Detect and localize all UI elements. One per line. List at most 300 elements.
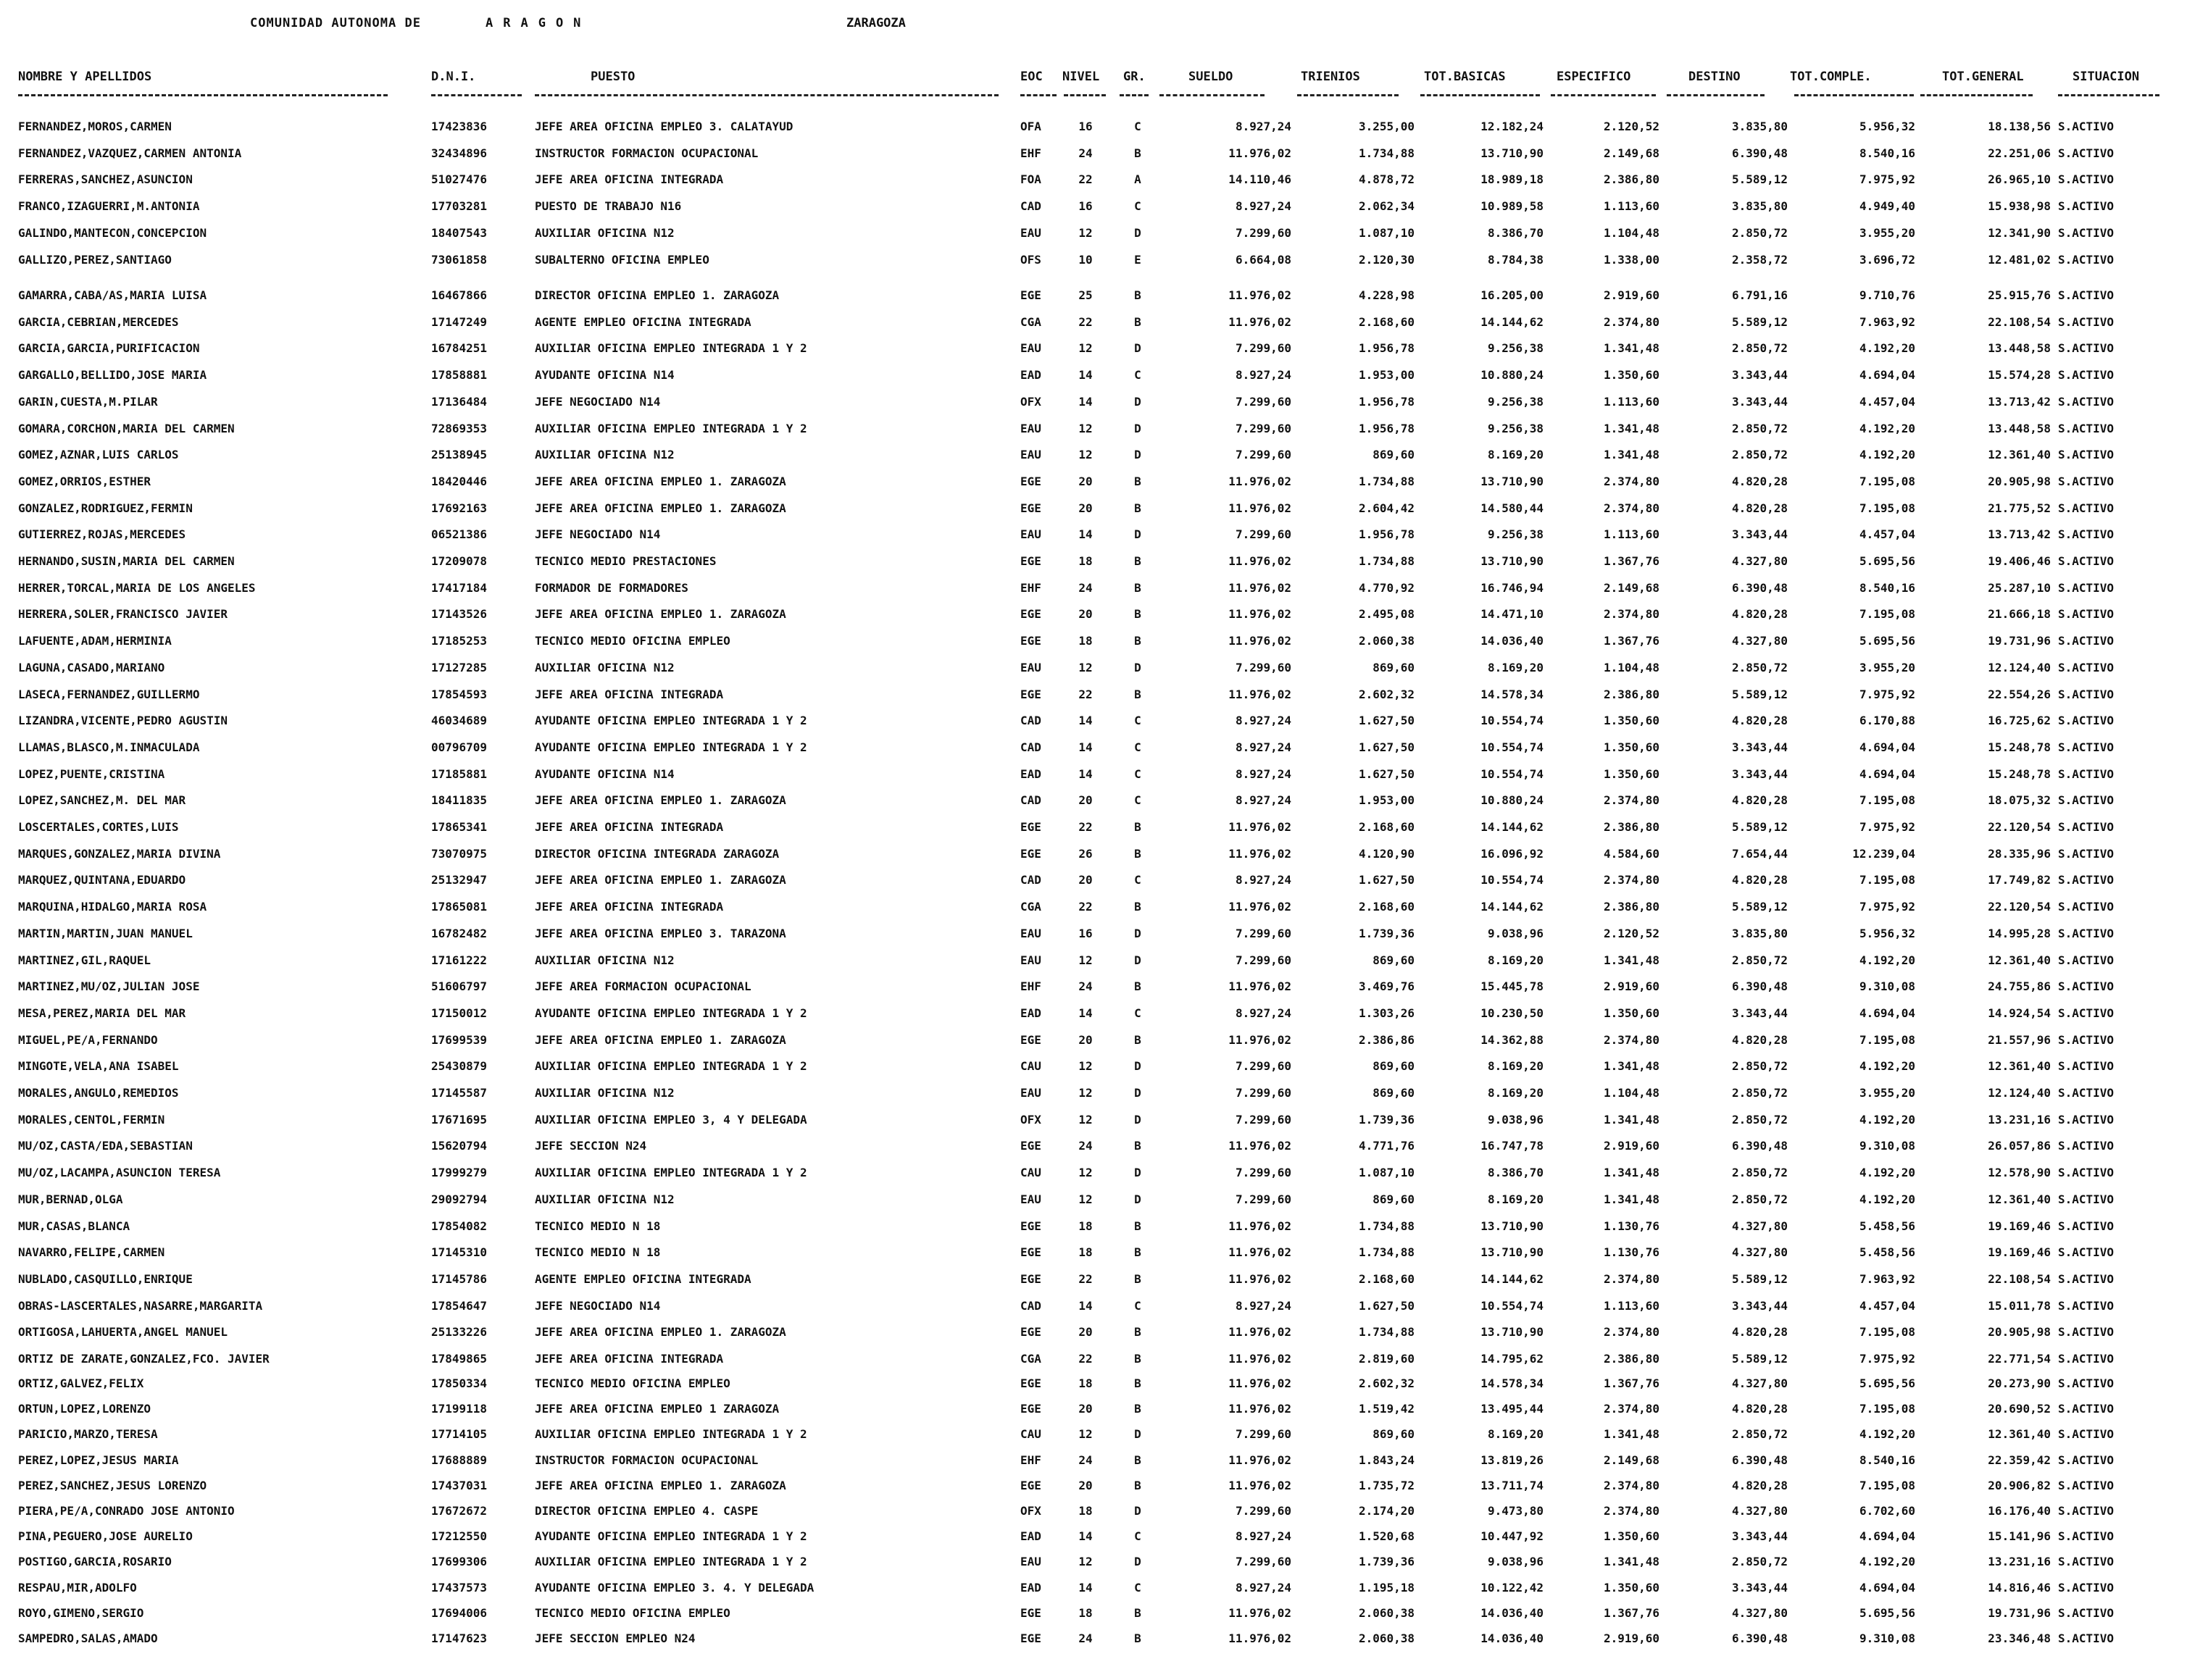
cell-sueldo: 8.927,24 [1235, 199, 1291, 214]
header-rule [1667, 94, 1765, 96]
table-row [0, 1600, 2187, 1626]
table-row [0, 1371, 2187, 1397]
cell-especifico: 1.367,76 [1603, 554, 1659, 568]
cell-trienios: 1.739,36 [1358, 926, 1415, 940]
cell-gr: D [1134, 1166, 1141, 1180]
cell-dni: 25138945 [431, 448, 488, 462]
cell-name: MARTINEZ,MU/OZ,JULIAN JOSE [18, 979, 200, 994]
table-row [0, 1240, 2187, 1266]
cell-eoc: EHF [1020, 979, 1041, 994]
cell-destino: 3.343,44 [1731, 740, 1788, 754]
cell-totbasicas: 8.169,20 [1487, 953, 1544, 967]
cell-sueldo: 11.976,02 [1228, 1376, 1291, 1390]
cell-situacion: S.ACTIVO [2058, 1006, 2115, 1020]
cell-puesto: JEFE AREA OFICINA EMPLEO 3. CALATAYUD [535, 120, 793, 133]
cell-eoc: EGE [1020, 1325, 1041, 1340]
cell-totbasicas: 9.038,96 [1487, 1112, 1544, 1127]
cell-dni: 17672672 [431, 1504, 488, 1518]
cell-especifico: 1.367,76 [1603, 634, 1659, 648]
cell-especifico: 2.374,80 [1603, 1478, 1659, 1492]
cell-situacion: S.ACTIVO [2058, 1032, 2115, 1047]
cell-gr: C [1134, 1529, 1141, 1544]
cell-destino: 2.850,72 [1731, 1112, 1788, 1127]
cell-trienios: 2.060,38 [1358, 1605, 1415, 1620]
cell-especifico: 1.350,60 [1603, 368, 1659, 383]
cell-sueldo: 8.927,24 [1235, 766, 1291, 781]
header-rule [1120, 94, 1149, 96]
cell-situacion: S.ACTIVO [2058, 900, 2115, 914]
cell-sueldo: 8.927,24 [1235, 120, 1291, 133]
cell-especifico: 1.341,48 [1603, 1192, 1659, 1206]
cell-totgeneral: 12.578,90 [1988, 1166, 2051, 1180]
cell-totcomple: 4.694,04 [1859, 1529, 1915, 1544]
cell-totbasicas: 16.746,94 [1480, 580, 1544, 595]
cell-especifico: 2.149,68 [1603, 580, 1659, 595]
cell-sueldo: 11.976,02 [1228, 1139, 1291, 1153]
cell-dni: 17671695 [431, 1112, 488, 1127]
cell-eoc: EGE [1020, 1478, 1041, 1492]
cell-situacion: S.ACTIVO [2058, 1192, 2115, 1206]
cell-trienios: 1.956,78 [1358, 394, 1415, 409]
cell-especifico: 1.350,60 [1603, 740, 1659, 754]
cell-nivel: 20 [1078, 1032, 1093, 1047]
cell-situacion: S.ACTIVO [2058, 1325, 2115, 1340]
cell-sueldo: 8.927,24 [1235, 714, 1291, 728]
cell-puesto: AUXILIAR OFICINA N12 [535, 225, 675, 240]
cell-nivel: 12 [1078, 1166, 1093, 1180]
cell-eoc: EGE [1020, 634, 1041, 648]
cell-puesto: JEFE SECCION N24 [535, 1139, 647, 1153]
cell-totgeneral: 15.248,78 [1988, 766, 2051, 781]
cell-dni: 18411835 [431, 793, 488, 808]
cell-trienios: 1.843,24 [1358, 1453, 1415, 1467]
cell-puesto: JEFE AREA OFICINA EMPLEO 1. ZARAGOZA [535, 607, 786, 622]
cell-gr: C [1134, 793, 1141, 808]
cell-gr: C [1134, 714, 1141, 728]
cell-destino: 3.835,80 [1731, 926, 1788, 940]
cell-name: PIERA,PE/A,CONRADO JOSE ANTONIO [18, 1504, 235, 1518]
cell-totbasicas: 16.096,92 [1480, 846, 1544, 861]
table-row [0, 442, 2187, 468]
cell-totbasicas: 8.169,20 [1487, 448, 1544, 462]
table-row [0, 141, 2187, 167]
cell-totbasicas: 14.144,62 [1480, 820, 1544, 834]
cell-totgeneral: 14.924,54 [1988, 1006, 2051, 1020]
cell-eoc: EAU [1020, 421, 1041, 435]
cell-dni: 17865081 [431, 900, 488, 914]
cell-name: ROYO,GIMENO,SERGIO [18, 1605, 144, 1620]
cell-eoc: EGE [1020, 554, 1041, 568]
cell-sueldo: 8.927,24 [1235, 873, 1291, 887]
cell-dni: 18407543 [431, 225, 488, 240]
table-row [0, 1133, 2187, 1159]
cell-nivel: 12 [1078, 1192, 1093, 1206]
cell-situacion: S.ACTIVO [2058, 580, 2115, 595]
cell-totgeneral: 15.574,28 [1988, 368, 2051, 383]
cell-totbasicas: 9.256,38 [1487, 341, 1544, 356]
cell-totgeneral: 14.995,28 [1988, 926, 2051, 940]
cell-totbasicas: 9.256,38 [1487, 421, 1544, 435]
cell-sueldo: 11.976,02 [1228, 314, 1291, 329]
cell-situacion: S.ACTIVO [2058, 1271, 2115, 1286]
cell-destino: 3.343,44 [1731, 527, 1788, 542]
cell-situacion: S.ACTIVO [2058, 1352, 2115, 1366]
cell-gr: C [1134, 199, 1141, 214]
cell-dni: 17703281 [431, 199, 488, 214]
cell-destino: 5.589,12 [1731, 172, 1788, 187]
column-header-nivel: NIVEL [1062, 70, 1100, 84]
cell-sueldo: 8.927,24 [1235, 1580, 1291, 1595]
cell-trienios: 2.602,32 [1358, 687, 1415, 701]
cell-totgeneral: 22.554,26 [1988, 687, 2051, 701]
cell-eoc: EHF [1020, 1453, 1041, 1467]
cell-puesto: DIRECTOR OFICINA INTEGRADA ZARAGOZA [535, 846, 780, 861]
cell-totgeneral: 18.075,32 [1988, 793, 2051, 808]
cell-destino: 2.850,72 [1731, 1166, 1788, 1180]
cell-especifico: 1.341,48 [1603, 953, 1659, 967]
cell-destino: 5.589,12 [1731, 900, 1788, 914]
cell-puesto: JEFE AREA OFICINA EMPLEO 1. ZARAGOZA [535, 793, 786, 808]
cell-totbasicas: 8.169,20 [1487, 1059, 1544, 1074]
cell-puesto: AYUDANTE OFICINA EMPLEO INTEGRADA 1 Y 2 [535, 714, 807, 728]
cell-trienios: 1.956,78 [1358, 421, 1415, 435]
cell-totcomple: 7.195,08 [1859, 1478, 1915, 1492]
cell-name: LLAMAS,BLASCO,M.INMACULADA [18, 740, 200, 754]
cell-totbasicas: 9.473,80 [1487, 1504, 1544, 1518]
cell-trienios: 869,60 [1372, 1192, 1415, 1206]
cell-gr: B [1134, 1631, 1141, 1645]
cell-dni: 17699539 [431, 1032, 488, 1047]
cell-situacion: S.ACTIVO [2058, 926, 2115, 940]
cell-puesto: INSTRUCTOR FORMACION OCUPACIONAL [535, 146, 759, 160]
cell-name: MARQUEZ,QUINTANA,EDUARDO [18, 873, 186, 887]
cell-gr: B [1134, 1376, 1141, 1390]
cell-gr: D [1134, 225, 1141, 240]
cell-especifico: 2.386,80 [1603, 820, 1659, 834]
cell-nivel: 18 [1078, 1504, 1093, 1518]
cell-destino: 5.589,12 [1731, 1271, 1788, 1286]
cell-destino: 3.835,80 [1731, 199, 1788, 214]
cell-especifico: 1.341,48 [1603, 448, 1659, 462]
cell-name: ORTIZ,GALVEZ,FELIX [18, 1376, 144, 1390]
cell-totbasicas: 13.819,26 [1480, 1453, 1544, 1467]
cell-nivel: 24 [1078, 146, 1093, 160]
cell-especifico: 2.374,80 [1603, 873, 1659, 887]
cell-dni: 17849865 [431, 1352, 488, 1366]
cell-nivel: 12 [1078, 953, 1093, 967]
cell-puesto: AYUDANTE OFICINA N14 [535, 766, 675, 781]
table-row [0, 496, 2187, 522]
cell-sueldo: 8.927,24 [1235, 740, 1291, 754]
cell-trienios: 869,60 [1372, 953, 1415, 967]
cell-totgeneral: 20.690,52 [1988, 1402, 2051, 1416]
cell-trienios: 2.168,60 [1358, 900, 1415, 914]
cell-puesto: PUESTO DE TRABAJO N16 [535, 199, 682, 214]
cell-nivel: 20 [1078, 1478, 1093, 1492]
cell-totcomple: 5.695,56 [1859, 634, 1915, 648]
cell-eoc: EGE [1020, 1139, 1041, 1153]
cell-eoc: EGE [1020, 1376, 1041, 1390]
cell-nivel: 20 [1078, 1402, 1093, 1416]
cell-gr: D [1134, 1192, 1141, 1206]
cell-destino: 4.820,28 [1731, 607, 1788, 622]
cell-dni: 17854593 [431, 687, 488, 701]
cell-situacion: S.ACTIVO [2058, 172, 2115, 187]
cell-sueldo: 7.299,60 [1235, 421, 1291, 435]
cell-dni: 25132947 [431, 873, 488, 887]
cell-totcomple: 7.963,92 [1859, 1271, 1915, 1286]
cell-totcomple: 4.457,04 [1859, 527, 1915, 542]
cell-destino: 2.850,72 [1731, 1555, 1788, 1569]
cell-puesto: JEFE AREA OFICINA INTEGRADA [535, 172, 724, 187]
cell-puesto: JEFE SECCION EMPLEO N24 [535, 1631, 696, 1645]
cell-situacion: S.ACTIVO [2058, 501, 2115, 515]
column-header-totcomple: TOT.COMPLE. [1790, 70, 1872, 84]
cell-gr: B [1134, 900, 1141, 914]
cell-dni: 73061858 [431, 252, 488, 267]
cell-gr: B [1134, 1478, 1141, 1492]
cell-sueldo: 14.110,46 [1228, 172, 1291, 187]
cell-nivel: 14 [1078, 527, 1093, 542]
cell-trienios: 869,60 [1372, 448, 1415, 462]
cell-especifico: 1.113,60 [1603, 527, 1659, 542]
cell-puesto: AUXILIAR OFICINA EMPLEO INTEGRADA 1 Y 2 [535, 341, 807, 356]
cell-destino: 6.390,48 [1731, 1631, 1788, 1645]
cell-nivel: 12 [1078, 341, 1093, 356]
cell-nivel: 22 [1078, 820, 1093, 834]
cell-especifico: 2.120,52 [1603, 120, 1659, 133]
cell-trienios: 4.771,76 [1358, 1139, 1415, 1153]
header-rule [1551, 94, 1656, 96]
cell-totgeneral: 21.557,96 [1988, 1032, 2051, 1047]
cell-sueldo: 11.976,02 [1228, 979, 1291, 994]
cell-gr: D [1134, 394, 1141, 409]
cell-situacion: S.ACTIVO [2058, 1427, 2115, 1442]
cell-nivel: 20 [1078, 474, 1093, 488]
cell-dni: 17143526 [431, 607, 488, 622]
cell-eoc: OFS [1020, 252, 1041, 267]
cell-trienios: 2.120,30 [1358, 252, 1415, 267]
cell-situacion: S.ACTIVO [2058, 766, 2115, 781]
cell-especifico: 2.374,80 [1603, 501, 1659, 515]
cell-destino: 6.390,48 [1731, 1139, 1788, 1153]
cell-name: MUR,CASAS,BLANCA [18, 1219, 130, 1233]
cell-totcomple: 7.975,92 [1859, 687, 1915, 701]
cell-nivel: 16 [1078, 199, 1093, 214]
cell-situacion: S.ACTIVO [2058, 1605, 2115, 1620]
cell-name: NAVARRO,FELIPE,CARMEN [18, 1245, 165, 1260]
cell-totbasicas: 10.122,42 [1480, 1580, 1544, 1595]
cell-totcomple: 4.694,04 [1859, 368, 1915, 383]
table-row [0, 283, 2187, 309]
cell-name: FRANCO,IZAGUERRI,M.ANTONIA [18, 199, 200, 214]
cell-especifico: 2.374,80 [1603, 1504, 1659, 1518]
cell-nivel: 12 [1078, 225, 1093, 240]
cell-totgeneral: 20.905,98 [1988, 474, 2051, 488]
cell-nivel: 16 [1078, 926, 1093, 940]
cell-totbasicas: 9.038,96 [1487, 1555, 1544, 1569]
cell-name: ORTUN,LOPEZ,LORENZO [18, 1402, 151, 1416]
cell-eoc: EAU [1020, 1555, 1041, 1569]
cell-sueldo: 7.299,60 [1235, 1166, 1291, 1180]
cell-dni: 17136484 [431, 394, 488, 409]
cell-totgeneral: 24.755,86 [1988, 979, 2051, 994]
table-row [0, 1266, 2187, 1292]
cell-dni: 16782482 [431, 926, 488, 940]
table-row [0, 1107, 2187, 1133]
cell-especifico: 1.350,60 [1603, 714, 1659, 728]
cell-gr: C [1134, 1298, 1141, 1313]
table-row [0, 1549, 2187, 1575]
cell-totgeneral: 16.176,40 [1988, 1504, 2051, 1518]
cell-totbasicas: 13.710,90 [1480, 1325, 1544, 1340]
cell-totbasicas: 13.710,90 [1480, 474, 1544, 488]
cell-totcomple: 7.975,92 [1859, 820, 1915, 834]
cell-trienios: 1.627,50 [1358, 740, 1415, 754]
cell-dni: 51027476 [431, 172, 488, 187]
cell-nivel: 12 [1078, 448, 1093, 462]
table-row [0, 1498, 2187, 1524]
cell-trienios: 2.604,42 [1358, 501, 1415, 515]
cell-sueldo: 11.976,02 [1228, 580, 1291, 595]
table-row [0, 114, 2187, 140]
cell-eoc: EGE [1020, 1402, 1041, 1416]
cell-totgeneral: 21.666,18 [1988, 607, 2051, 622]
table-row [0, 193, 2187, 220]
cell-trienios: 1.735,72 [1358, 1478, 1415, 1492]
table-row [0, 1053, 2187, 1079]
cell-trienios: 3.469,76 [1358, 979, 1415, 994]
cell-trienios: 2.060,38 [1358, 634, 1415, 648]
cell-totcomple: 4.192,20 [1859, 1166, 1915, 1180]
cell-eoc: OFX [1020, 1112, 1041, 1127]
cell-eoc: EGE [1020, 501, 1041, 515]
cell-nivel: 12 [1078, 1112, 1093, 1127]
cell-dni: 17147623 [431, 1631, 488, 1645]
cell-totgeneral: 12.361,40 [1988, 953, 2051, 967]
cell-puesto: JEFE AREA OFICINA INTEGRADA [535, 687, 724, 701]
cell-gr: D [1134, 660, 1141, 674]
cell-sueldo: 8.927,24 [1235, 368, 1291, 383]
cell-situacion: S.ACTIVO [2058, 1166, 2115, 1180]
cell-totcomple: 4.192,20 [1859, 341, 1915, 356]
cell-totgeneral: 13.448,58 [1988, 341, 2051, 356]
cell-destino: 4.327,80 [1731, 1605, 1788, 1620]
cell-eoc: OFX [1020, 1504, 1041, 1518]
cell-eoc: EGE [1020, 820, 1041, 834]
cell-especifico: 1.367,76 [1603, 1376, 1659, 1390]
cell-totcomple: 4.694,04 [1859, 1006, 1915, 1020]
table-row [0, 761, 2187, 787]
cell-totcomple: 6.702,60 [1859, 1504, 1915, 1518]
cell-gr: D [1134, 448, 1141, 462]
cell-totgeneral: 12.361,40 [1988, 448, 2051, 462]
cell-totgeneral: 15.938,98 [1988, 199, 2051, 214]
cell-totcomple: 4.192,20 [1859, 1192, 1915, 1206]
cell-trienios: 2.060,38 [1358, 1631, 1415, 1645]
cell-puesto: JEFE AREA OFICINA EMPLEO 1. ZARAGOZA [535, 501, 786, 515]
cell-sueldo: 7.299,60 [1235, 1112, 1291, 1127]
cell-puesto: JEFE AREA OFICINA EMPLEO 1. ZARAGOZA [535, 1032, 786, 1047]
cell-destino: 4.327,80 [1731, 1219, 1788, 1233]
cell-eoc: EGE [1020, 288, 1041, 302]
cell-especifico: 1.104,48 [1603, 225, 1659, 240]
cell-totcomple: 4.192,20 [1859, 448, 1915, 462]
cell-trienios: 1.739,36 [1358, 1555, 1415, 1569]
cell-totgeneral: 13.448,58 [1988, 421, 2051, 435]
cell-name: OBRAS-LASCERTALES,NASARRE,MARGARITA [18, 1298, 263, 1313]
cell-dni: 17423836 [431, 120, 488, 133]
column-header-trienios: TRIENIOS [1301, 70, 1360, 84]
cell-especifico: 1.350,60 [1603, 1529, 1659, 1544]
cell-gr: D [1134, 926, 1141, 940]
cell-situacion: S.ACTIVO [2058, 740, 2115, 754]
cell-gr: D [1134, 341, 1141, 356]
cell-eoc: EGE [1020, 1271, 1041, 1286]
cell-nivel: 24 [1078, 1631, 1093, 1645]
cell-destino: 7.654,44 [1731, 846, 1788, 861]
cell-nivel: 22 [1078, 314, 1093, 329]
cell-totgeneral: 20.905,98 [1988, 1325, 2051, 1340]
cell-destino: 2.850,72 [1731, 1059, 1788, 1074]
cell-totcomple: 4.694,04 [1859, 1580, 1915, 1595]
cell-destino: 4.820,28 [1731, 1325, 1788, 1340]
cell-puesto: TECNICO MEDIO OFICINA EMPLEO [535, 634, 730, 648]
cell-totgeneral: 22.251,06 [1988, 146, 2051, 160]
cell-eoc: CAD [1020, 740, 1041, 754]
cell-trienios: 2.819,60 [1358, 1352, 1415, 1366]
cell-dni: 17854082 [431, 1219, 488, 1233]
cell-gr: B [1134, 146, 1141, 160]
cell-destino: 2.850,72 [1731, 1086, 1788, 1100]
cell-gr: C [1134, 120, 1141, 133]
cell-dni: 17212550 [431, 1529, 488, 1544]
cell-nivel: 14 [1078, 1580, 1093, 1595]
cell-eoc: EAU [1020, 926, 1041, 940]
cell-nivel: 22 [1078, 900, 1093, 914]
cell-sueldo: 11.976,02 [1228, 474, 1291, 488]
cell-dni: 18420446 [431, 474, 488, 488]
cell-eoc: EGE [1020, 1245, 1041, 1260]
cell-dni: 17209078 [431, 554, 488, 568]
cell-trienios: 1.627,50 [1358, 714, 1415, 728]
cell-gr: B [1134, 288, 1141, 302]
cell-eoc: CGA [1020, 1352, 1041, 1366]
cell-totbasicas: 16.747,78 [1480, 1139, 1544, 1153]
cell-name: HERNANDO,SUSIN,MARIA DEL CARMEN [18, 554, 235, 568]
table-row [0, 1187, 2187, 1213]
table-row [0, 575, 2187, 601]
cell-situacion: S.ACTIVO [2058, 820, 2115, 834]
cell-situacion: S.ACTIVO [2058, 634, 2115, 648]
cell-situacion: S.ACTIVO [2058, 1580, 2115, 1595]
cell-puesto: TECNICO MEDIO OFICINA EMPLEO [535, 1376, 730, 1390]
table-row [0, 362, 2187, 388]
cell-totbasicas: 12.182,24 [1480, 120, 1544, 133]
cell-sueldo: 11.976,02 [1228, 1605, 1291, 1620]
cell-name: MORALES,ANGULO,REMEDIOS [18, 1086, 179, 1100]
cell-sueldo: 11.976,02 [1228, 1478, 1291, 1492]
cell-situacion: S.ACTIVO [2058, 953, 2115, 967]
cell-totcomple: 5.956,32 [1859, 926, 1915, 940]
cell-especifico: 1.341,48 [1603, 1555, 1659, 1569]
cell-especifico: 2.374,80 [1603, 1271, 1659, 1286]
cell-totbasicas: 9.256,38 [1487, 527, 1544, 542]
table-row [0, 416, 2187, 442]
cell-totbasicas: 10.554,74 [1480, 1298, 1544, 1313]
cell-puesto: AUXILIAR OFICINA N12 [535, 660, 675, 674]
table-row [0, 787, 2187, 814]
